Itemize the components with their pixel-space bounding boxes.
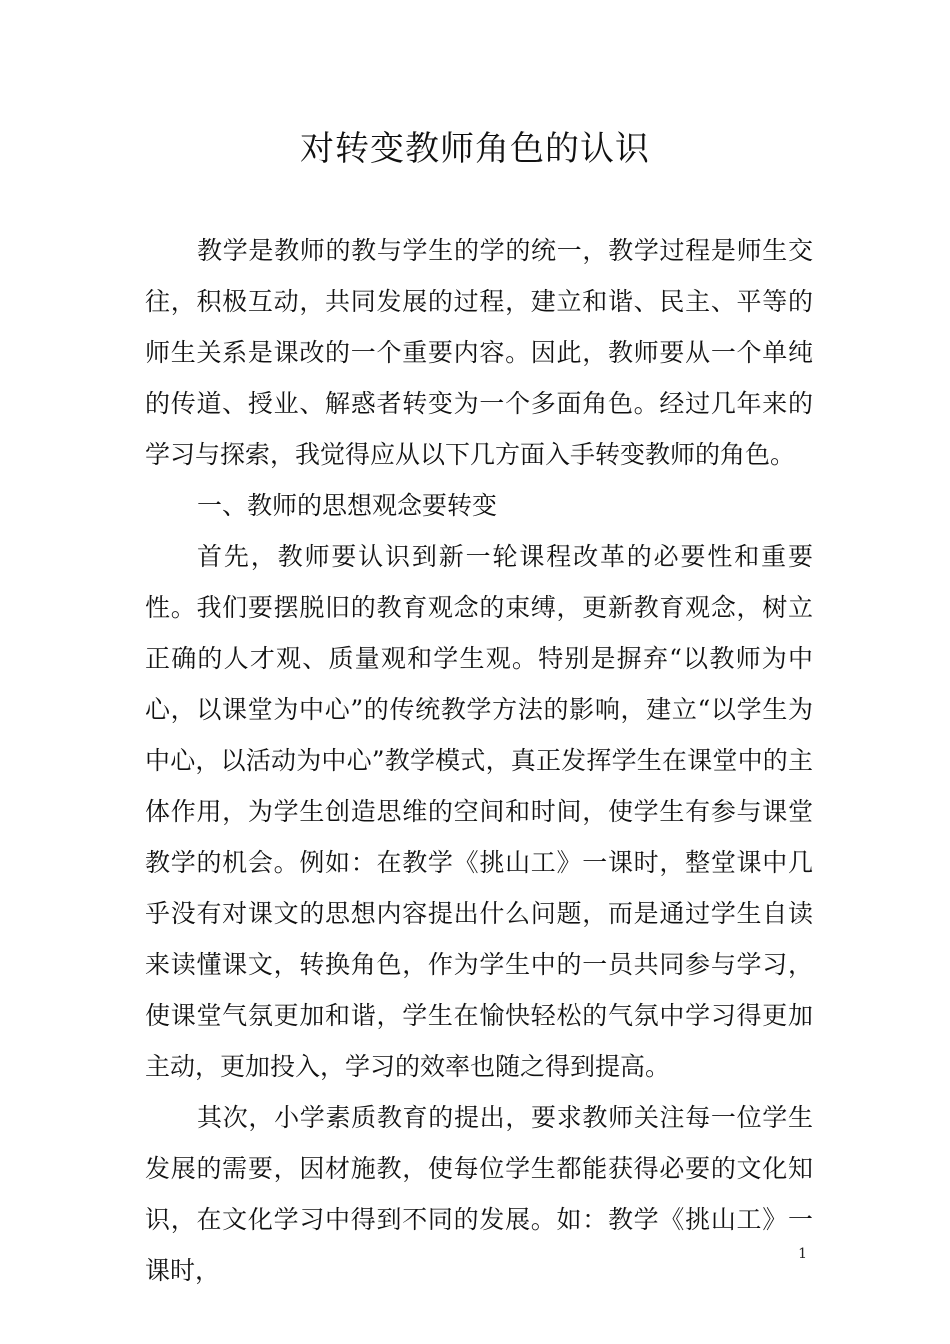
document-body: [145, 225, 813, 1296]
paragraph-intro: 教学是教师的教与学生的学的统一，教学过程是师生交往，积极互动，共同发展的过程，建立和谐、民主、平等的师生关系是课改的一个重要内容。因此，教师要从一个单纯的传道、授业、解惑者转变为一个多面角色。经过几年来的学习与探索，我觉得应从以下几方面入手转变教师的角色。: [145, 236, 813, 469]
paragraph-second: 其次，小学素质教育的提出，要求教师关注每一位学生发展的需要，因材施教，使每位学生都能获得必要的文化知识，在文化学习中得到不同的发展。如：教学《挑山工》一课时，: [145, 1103, 813, 1285]
paragraph-first: 首先，教师要认识到新一轮课程改革的必要性和重要性。我们要摆脱旧的教育观念的束缚，更新教育观念，树立正确的人才观、质量观和学生观。特别是摒弃“以教师为中心，以课堂为中心”的传统教学方法的影响，建立“以学生为中心，以活动为中心”教学模式，真正发挥学生在课堂中的主体作用，为学生创造思维的空间和时间，使学生有参与课堂教学的机会。例如：在教学《挑山工》一课时，整堂课中几乎没有对课文的思想内容提出什么问题，而是通过学生自读来读懂课文，转换角色，作为学生中的一员共同参与学习，使课堂气氛更加和谐，学生在愉快轻松的气氛中学习得更加主动，更加投入，学习的效率也随之得到提高。: [145, 542, 813, 1081]
section-heading-1: 一、教师的思想观念要转变: [197, 491, 498, 520]
document-title: 对转变教师角色的认识: [300, 129, 650, 169]
page-number: 1: [798, 1246, 807, 1262]
